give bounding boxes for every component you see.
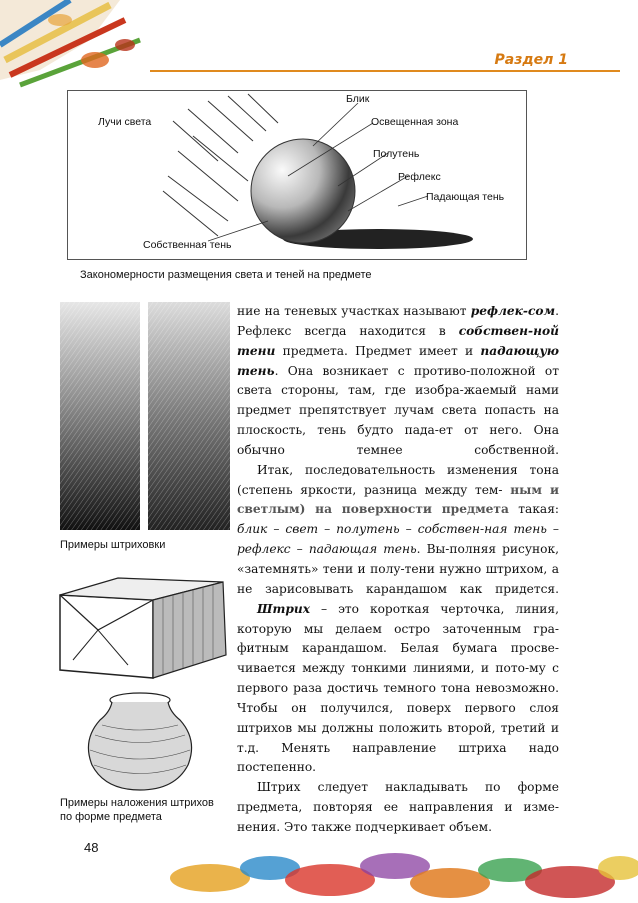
label-reflex: Рефлекс (398, 171, 441, 183)
paragraph-3 (237, 600, 559, 779)
pencils-decoration (0, 0, 160, 95)
p2-text-a: Итак, последовательность изменения тона (степень яркости, разница между тем- (237, 462, 559, 497)
p1-text-a: ние на теневых участках называют (237, 304, 471, 318)
label-halftone: Полутень (373, 148, 420, 160)
paragraph-1 (237, 302, 559, 461)
p2-text-c: такая: (508, 502, 559, 517)
header-rule (150, 70, 620, 72)
p2-highlight: ным и светлым) на поверхности предмета (237, 482, 559, 517)
p1-text-e: предмета. Предмет имеет и (275, 343, 481, 358)
figure-caption: Закономерности размещения света и теней на предмете (80, 269, 372, 281)
section-title: Раздел 1 (494, 52, 568, 68)
page-number: 48 (84, 840, 99, 855)
term-reflex: рефлек-сом (470, 304, 556, 318)
label-own-shadow: Собственная тень (143, 239, 232, 251)
hatching-caption: Примеры штриховки (60, 539, 166, 551)
term-cast-shadow: падающую тень (237, 343, 559, 378)
body-text (237, 302, 559, 838)
term-own-shadow: собствен-ной тени (237, 323, 559, 358)
label-cast-shadow: Падающая тень (426, 191, 505, 203)
label-lit-zone: Освещенная зона (371, 116, 459, 128)
term-stroke: Штрих (257, 601, 310, 616)
section-header (0, 52, 638, 72)
p2-text-e: . Вы-полняя рисунок, «затемнять» тени и полу-тени нужно штрихом, а не зарисовывать карандашом как придется. (237, 542, 559, 596)
light-shadow-figure (67, 90, 527, 260)
tone-sequence: блик – свет – полутень – собствен-ная тень – рефлекс – падающая тень (237, 522, 559, 557)
overlay-caption (60, 796, 214, 824)
paragraph-2 (237, 461, 559, 600)
overlay-caption-line2: по форме предмета (60, 811, 162, 823)
hatching-examples-image (60, 302, 230, 530)
box-drawing (58, 570, 230, 680)
pot-drawing (80, 690, 200, 795)
paragraph-4: Штрих следует накладывать по форме предмета, повторяя ее направления и изме-нения. Это также подчеркивает объем. (237, 780, 559, 834)
p1-text-c: . Рефлекс всегда находится в (237, 304, 559, 338)
label-highlight: Блик (346, 93, 370, 105)
p1-text-g: . Она возникает с противо-положной от света стороны, там, где изобра-жаемый нами предмет препятствует лучам света попасть на плоскость, тень будто пада-ет от него. Она обычно темнее собственной. (237, 363, 559, 457)
paint-splash-decoration (120, 838, 638, 903)
p3-text-b: – это короткая черточка, линия, которую мы делаем остро заточенным гра-фитным карандашом. Белая бумага просве-чивается между тонкими линиями, и пото-му с первого раза достичь темного тона невозможно. Чтобы он получился, поверх первого слоя штрихов мы должны положить второй, третий и т.д. Менять направление штриха надо постепенно. (237, 601, 559, 775)
label-light-rays: Лучи света (98, 116, 152, 128)
overlay-caption-line1: Примеры наложения штрихов (60, 797, 214, 809)
